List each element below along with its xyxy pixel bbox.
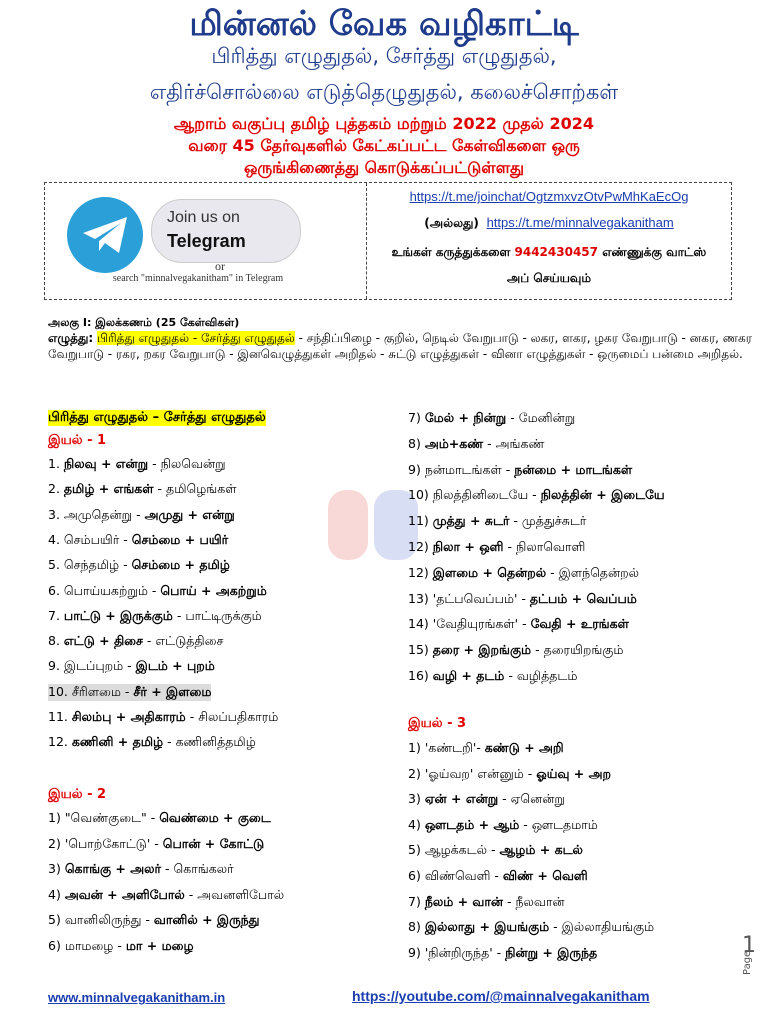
list-item: [408, 945, 597, 962]
list-item: [48, 861, 234, 878]
list-item: [408, 817, 598, 834]
item-number: 9.: [48, 658, 64, 674]
item-separator: -: [119, 557, 132, 573]
desc-label: எழுத்து:: [48, 331, 94, 345]
item-term-a: தரை + இறங்கும்: [432, 642, 532, 658]
item-term-a: 'பொற்கோட்டு': [64, 835, 151, 851]
item-separator: -: [150, 835, 163, 851]
item-term-a: ஔடதம் + ஆம்: [424, 816, 520, 832]
unit-heading: அலகு I: இலக்கணம் (25 கேள்விகள்): [48, 316, 240, 329]
item-term-b: வழித்தடம்: [516, 668, 578, 683]
item-term-b: வேதி + உரங்கள்: [530, 616, 629, 632]
item-term-a: முத்து + சுடர்: [432, 513, 510, 529]
item-number: 6): [408, 868, 425, 883]
contact-info: [369, 239, 729, 291]
item-term-a: ஆழக்கடல்: [424, 842, 487, 858]
item-separator: -: [113, 937, 126, 953]
item-number: 6): [48, 937, 65, 953]
red-note-line-1: ஆறாம் வகுப்பு தமிழ் புத்தகம் மற்றும் 2022 முதல் 2024: [173, 114, 595, 133]
item-term-b: மேனின்று: [518, 410, 576, 425]
item-number: 10): [408, 487, 433, 503]
item-term-a: 'வேதியுரங்கள்': [432, 616, 519, 632]
item-separator: -: [528, 487, 541, 503]
website-link[interactable]: www.minnalvegakanitham.in: [48, 990, 226, 1005]
item-term-a: ஏன் + என்று: [424, 791, 499, 807]
item-number: 5.: [48, 557, 64, 573]
item-number: 9): [408, 461, 425, 477]
item-term-a: அவன் + அளிபோல்: [64, 886, 185, 902]
list-item: [408, 766, 611, 783]
item-separator: -: [517, 590, 530, 606]
list-item: [408, 513, 586, 530]
list-item: [408, 894, 565, 911]
item-term-a: கொங்கு + அலர்: [64, 861, 162, 876]
item-separator: -: [506, 410, 519, 425]
item-number: 9): [408, 944, 425, 960]
item-term-a: விண்வெளி: [424, 868, 491, 883]
item-term-b: எட்டுத்திசை: [155, 633, 224, 649]
item-separator: -: [509, 513, 522, 529]
item-term-a: நீலம் + வான்: [424, 893, 504, 909]
item-term-a: சீரிளமை: [71, 683, 121, 699]
contact-pre: உங்கள் கருத்துக்களை: [391, 245, 511, 259]
item-term-a: இடப்புறம்: [63, 658, 124, 674]
item-separator: -: [120, 683, 134, 699]
item-term-b: தட்பம் + வெப்பம்: [529, 590, 637, 606]
page-digit: 1: [742, 933, 756, 958]
item-separator: -: [531, 642, 544, 658]
item-term-a: மேல் + நின்று: [424, 410, 507, 425]
list-item: [408, 436, 544, 453]
item-term-a: நிலவு + என்று: [63, 456, 149, 471]
list-item: [48, 887, 284, 904]
list-item: [48, 532, 228, 549]
list-item: [48, 633, 223, 650]
item-separator: -: [142, 633, 156, 649]
item-term-a: நிலத்தினிடையே: [432, 487, 529, 503]
item-number: 7): [408, 410, 425, 425]
item-separator: -: [546, 564, 559, 580]
contact-post: எண்ணுக்கு வாட்ஸ்: [602, 245, 707, 259]
item-term-a: வழி + தடம்: [432, 668, 505, 683]
list-item: [48, 684, 211, 701]
item-term-a: 'நின்றிருந்த': [424, 944, 493, 960]
item-separator: -: [123, 658, 136, 674]
item-number: 12.: [48, 734, 72, 750]
item-term-a: இளமை + தென்றல்: [432, 564, 547, 580]
item-separator: -: [492, 944, 506, 960]
item-term-b: நன்மை + மாடங்கள்: [514, 461, 633, 477]
item-separator: -: [490, 868, 503, 883]
item-term-a: 'தட்பவெப்பம்': [432, 590, 518, 606]
item-separator: -: [483, 435, 496, 451]
item-term-a: பொய்யகற்றும்: [63, 582, 148, 598]
alt-link-line: [369, 215, 729, 232]
item-separator: -: [549, 919, 562, 935]
item-term-b: தமிழெங்கள்: [166, 481, 237, 497]
iyal-2-heading: இயல் - 2: [48, 787, 107, 802]
join-text: Join us on: [167, 209, 240, 226]
item-separator: -: [503, 539, 516, 554]
item-separator: -: [172, 607, 186, 623]
item-separator: -: [518, 616, 531, 632]
item-number: 7): [408, 893, 425, 909]
item-term-b: அவனளிபோல்: [197, 886, 285, 902]
item-separator: -: [498, 791, 511, 807]
page-subtitle-2: எதிர்ச்சொல்லை எடுத்தெழுதுதல், கலைச்சொற்கள்: [149, 80, 619, 104]
item-number: 3.: [48, 506, 64, 522]
item-number: 8): [408, 435, 425, 451]
list-item: [408, 642, 623, 659]
item-number: 8): [408, 919, 425, 935]
promo-box: [44, 182, 732, 300]
list-item: [48, 810, 271, 827]
item-number: 4.: [48, 531, 64, 547]
item-term-a: "வெண்குடை": [64, 810, 147, 825]
item-term-b: கண்டு + அறி: [484, 740, 564, 755]
item-separator: -: [501, 461, 515, 477]
list-item: [48, 583, 267, 600]
item-number: 1.: [48, 456, 64, 471]
item-separator: -: [161, 861, 174, 876]
item-separator: -: [487, 842, 500, 858]
item-number: 11.: [48, 709, 72, 724]
list-item: [48, 608, 262, 625]
item-term-a: நிலா + ஒளி: [432, 539, 504, 554]
item-number: 2): [48, 835, 65, 851]
item-term-b: இடம் + புறம்: [135, 658, 215, 674]
item-number: 2): [408, 765, 425, 781]
item-term-b: கொங்கலர்: [173, 861, 234, 876]
item-separator: -: [476, 740, 485, 755]
item-term-b: நிலாவொளி: [515, 539, 586, 554]
item-separator: -: [523, 765, 537, 781]
item-term-b: நின்று + இருந்த: [505, 944, 598, 960]
item-number: 1): [48, 810, 65, 825]
item-separator: -: [148, 456, 161, 471]
item-number: 2.: [48, 481, 64, 497]
item-term-b: ஓய்வு + அற: [536, 765, 611, 781]
item-separator: -: [503, 893, 516, 909]
page-label: Page: [742, 950, 753, 975]
list-item: [408, 868, 588, 885]
item-term-b: சீர் + இளமை: [133, 683, 212, 699]
item-term-a: செம்பயிர்: [63, 531, 120, 547]
item-number: 14): [408, 616, 433, 632]
list-item: [408, 616, 629, 633]
item-term-b: தரையிறங்கும்: [543, 642, 624, 658]
list-item: [48, 938, 194, 955]
item-separator: -: [163, 734, 176, 750]
item-term-b: சிலப்பதிகாரம்: [198, 709, 279, 724]
paper-plane-icon: [81, 215, 129, 255]
list-item: [48, 709, 278, 726]
item-term-b: அமுது + என்று: [144, 506, 235, 522]
list-item: [408, 740, 564, 757]
telegram-join-link[interactable]: https://t.me/joinchat/OgtzmxvzOtvPwMhKaEcOg: [409, 189, 689, 204]
list-item: [48, 507, 235, 524]
item-number: 8.: [48, 633, 64, 649]
item-separator: -: [146, 810, 160, 825]
list-item: [48, 658, 215, 675]
item-number: 12): [408, 564, 433, 580]
telegram-text: Telegram: [167, 231, 246, 251]
item-number: 13): [408, 590, 433, 606]
item-separator: -: [147, 582, 161, 598]
item-term-a: 'ஓய்வற' என்னும்: [424, 765, 524, 781]
list-item: [408, 919, 654, 936]
item-term-b: வெண்மை + குடை: [159, 810, 271, 825]
list-item: [48, 836, 264, 853]
item-term-a: கணினி + தமிழ்: [71, 734, 164, 750]
red-note-line-3: ஒருங்கிணைத்து கொடுக்கப்பட்டுள்ளது: [243, 158, 525, 177]
item-term-b: இல்லாதியங்கும்: [561, 919, 655, 935]
list-item: [408, 668, 577, 685]
item-term-b: ஆழம் + கடல்: [499, 842, 583, 858]
or-text: or: [215, 259, 225, 273]
youtube-link[interactable]: https://youtube.com/@mainnalvegakanitham: [352, 988, 650, 1004]
contact-line-2: அப் செய்யவும்: [506, 271, 592, 285]
item-term-b: ஔடதமாம்: [531, 816, 598, 832]
item-number: 4): [48, 886, 65, 902]
item-term-a: அம்+கண்: [424, 435, 484, 451]
item-number: 12): [408, 539, 433, 554]
desc-rest: - சந்திப்பிழை - குறில், நெடில் வேறுபாடு - லகர, ளகர, ழகர வேறுபாடு - னகர, ணகர வேறுபாடு - ரகர, றகர வேறுபாடு - இனவெழுத்துகள் அறிதல் - சுட்டு எழுத்துகள் - வினா எழுத்துகள் - ஒருமைப் பன்மை அறிதல்.: [48, 331, 752, 361]
item-separator: -: [185, 709, 199, 724]
item-number: 4): [408, 816, 425, 832]
item-separator: -: [504, 668, 517, 683]
list-item: [408, 539, 585, 556]
telegram-banner[interactable]: [63, 193, 353, 289]
item-number: 3): [408, 791, 425, 807]
list-item: [408, 791, 565, 808]
item-term-b: நிலத்தின் + இடையே: [540, 487, 665, 503]
list-item: [48, 734, 256, 751]
item-term-a: எட்டு + திசை: [63, 633, 143, 649]
item-term-a: இல்லாது + இயங்கும்: [424, 919, 550, 935]
list-item: [408, 565, 639, 582]
iyal-3-heading: இயல் - 3: [408, 716, 467, 731]
red-note-line-2: வரை 45 தேர்வுகளில் கேட்கப்பட்ட கேள்விகளை ஒரு: [188, 136, 580, 155]
item-number: 10.: [48, 683, 72, 699]
page-title: மின்னல் வேக வழிகாட்டி: [189, 4, 579, 44]
list-item: [408, 487, 665, 504]
desc-highlight: பிரித்து எழுதுதல் - சேர்த்து எழுதுதல்: [97, 331, 295, 345]
whatsapp-number[interactable]: 9442430457: [514, 245, 598, 259]
item-term-b: நிலவென்று: [160, 456, 226, 471]
item-number: 16): [408, 668, 433, 683]
list-item: [48, 481, 237, 498]
list-item: [48, 557, 230, 574]
item-term-b: செம்மை + தமிழ்: [131, 557, 230, 573]
list-item: [48, 912, 260, 929]
item-term-b: ஏனென்று: [510, 791, 565, 807]
item-separator: -: [153, 481, 167, 497]
unit-description: [48, 330, 760, 362]
item-term-b: நீலவான்: [515, 893, 565, 909]
item-term-b: மா + மழை: [125, 937, 194, 953]
item-separator: -: [132, 506, 145, 522]
item-term-a: வானிலிருந்து: [64, 912, 142, 927]
item-term-b: பாட்டிருக்கும்: [185, 607, 262, 623]
item-number: 7.: [48, 607, 64, 623]
item-number: 1): [408, 740, 425, 755]
item-term-a: பாட்டு + இருக்கும்: [63, 607, 173, 623]
item-term-a: 'கண்டறி': [424, 740, 477, 755]
list-item: [48, 456, 226, 473]
item-term-a: மாமழை: [64, 937, 114, 953]
telegram-channel-link[interactable]: https://t.me/minnalvegakanitham: [486, 215, 674, 230]
section-title: பிரித்து எழுதுதல் – சேர்த்து எழுதுதல்: [48, 410, 266, 425]
item-number: 11): [408, 513, 433, 529]
item-separator: -: [519, 816, 532, 832]
item-term-b: வானில் + இருந்து: [153, 912, 260, 927]
list-item: [408, 462, 632, 479]
item-term-a: சிலம்பு + அதிகாரம்: [71, 709, 186, 724]
item-term-b: பொன் + கோட்டு: [162, 835, 265, 851]
item-term-a: அமுதென்று: [63, 506, 133, 522]
list-item: [408, 591, 637, 608]
item-number: 3): [48, 861, 65, 876]
item-term-b: விண் + வெளி: [502, 868, 588, 883]
item-separator: -: [119, 531, 132, 547]
item-term-a: நன்மாடங்கள்: [424, 461, 502, 477]
item-number: 6.: [48, 582, 64, 598]
item-term-a: தமிழ் + எங்கள்: [63, 481, 154, 497]
item-separator: -: [184, 886, 198, 902]
list-item: [408, 410, 575, 427]
item-number: 15): [408, 642, 433, 658]
item-term-b: செம்மை + பயிர்: [131, 531, 229, 547]
list-item: [408, 842, 583, 859]
page-subtitle-1: பிரித்து எழுதுதல், சேர்த்து எழுதுதல்,: [211, 44, 557, 68]
item-term-b: இளந்தென்றல்: [558, 564, 639, 580]
alt-prefix: (அல்லது): [424, 216, 479, 230]
item-separator: -: [141, 912, 154, 927]
item-term-b: அங்கண்: [495, 435, 545, 451]
item-number: 5): [48, 912, 65, 927]
promo-divider: [366, 183, 367, 299]
item-term-a: செந்தமிழ்: [63, 557, 120, 573]
item-number: 5): [408, 842, 425, 858]
item-term-b: பொய் + அகற்றும்: [160, 582, 267, 598]
iyal-1-heading: இயல் - 1: [48, 433, 107, 448]
item-term-b: முத்துச்சுடர்: [521, 513, 587, 529]
item-term-b: கணினித்தமிழ்: [175, 734, 256, 750]
search-hint: search "minnalvegakanitham" in Telegram: [112, 273, 284, 284]
